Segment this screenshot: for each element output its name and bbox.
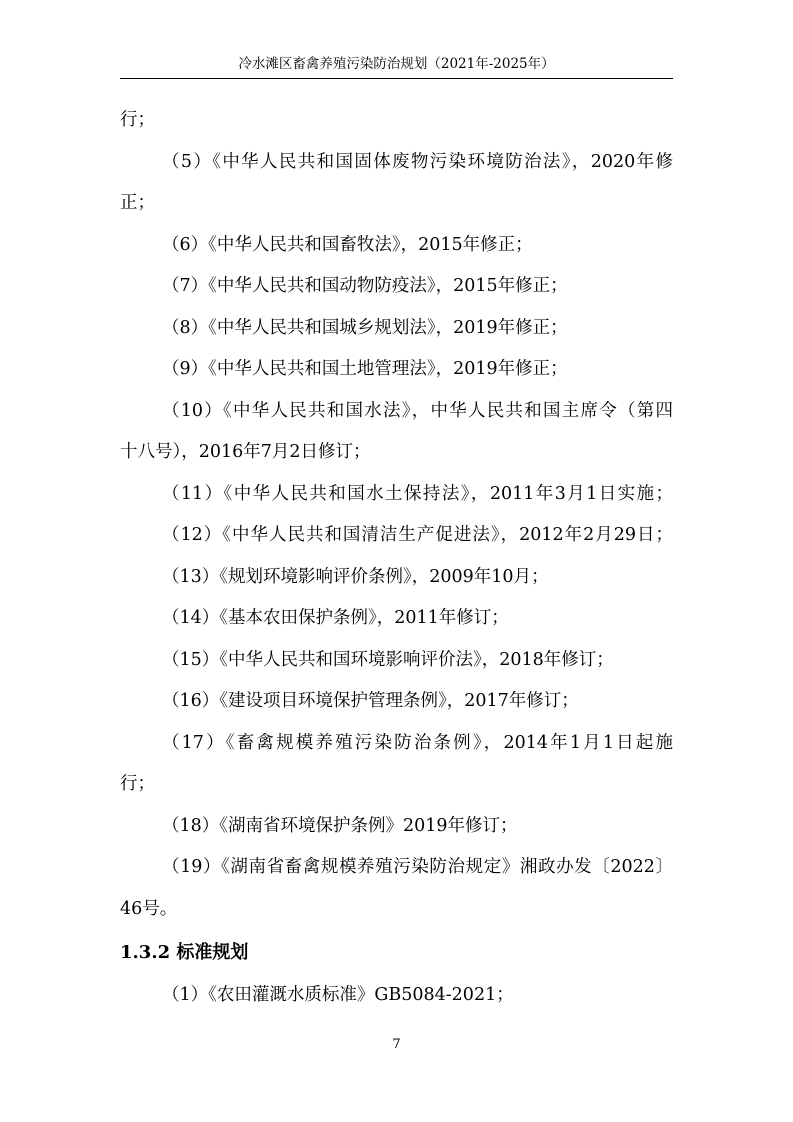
header-rule (120, 78, 673, 79)
text-line: （7）《中华人民共和国动物防疫法》，2015年修正； (162, 276, 568, 296)
text-line: 行； (120, 774, 155, 794)
text-line: （1）《农田灌溉水质标准》GB5084-2021； (162, 985, 514, 1005)
text-line: （18）《湖南省环境保护条例》2019年修订； (162, 815, 518, 836)
text-line: （16）《建设项目环境保护管理条例》，2017年修订； (162, 691, 579, 711)
text-line: （11）《中华人民共和国水土保持法》，2011年3月1日实施； (162, 483, 673, 504)
text-line: （19）《湖南省畜禽规模养殖污染防治规定》湘政办发〔2022〕 (162, 857, 673, 877)
text-line: （13）《规划环境影响评价条例》，2009年10月； (162, 566, 549, 587)
text-line: （8）《中华人民共和国城乡规划法》，2019年修正； (162, 317, 568, 338)
text-line: 行； (120, 110, 155, 130)
text-line: （6）《中华人民共和国畜牧法》，2015年修正； (162, 234, 533, 255)
text-line: 正； (120, 193, 155, 213)
text-line: （17）《畜禽规模养殖污染防治条例》，2014年1月1日起施 (162, 732, 673, 753)
text-line: （15）《中华人民共和国环境影响评价法》，2018年修订； (162, 649, 614, 670)
text-line: （12）《中华人民共和国清洁生产促进法》，2012年2月29日； (162, 525, 673, 545)
text-line: （14）《基本农田保护条例》，2011年修订； (162, 608, 509, 628)
text-line: 十八号），2016年7月2日修订； (120, 442, 371, 462)
body-text (120, 100, 673, 1017)
regulation-list (120, 100, 673, 930)
running-header: 冷水滩区畜禽养殖污染防治规划（2021年-2025年） (238, 56, 555, 72)
text-line: （5）《中华人民共和国固体废物污染环境防治法》，2020年修 (162, 151, 673, 172)
standards-list (120, 975, 673, 1017)
text-line: （9）《中华人民共和国土地管理法》，2019年修正； (162, 359, 568, 379)
text-line: （10）《中华人民共和国水法》，中华人民共和国主席令（第四 (162, 400, 673, 421)
text-line: 46号。 (120, 898, 178, 919)
section-heading: 1.3.2 标准规划 (120, 942, 249, 963)
page-number: 7 (392, 1037, 401, 1052)
